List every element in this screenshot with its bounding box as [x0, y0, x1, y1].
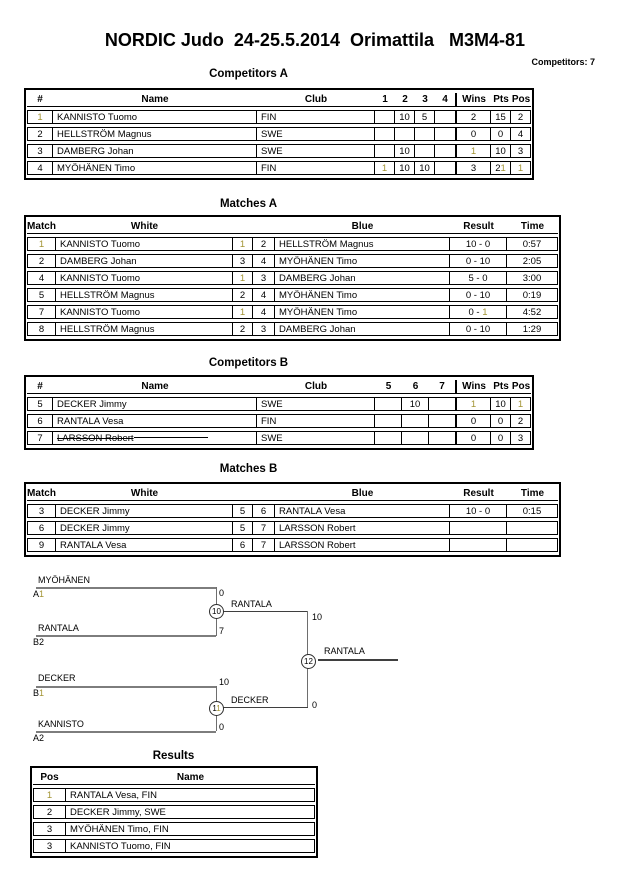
table-cell — [233, 237, 253, 251]
table-cell: 10 — [402, 397, 429, 411]
bracket-winner-name: RANTALA — [324, 646, 365, 656]
matches-a-table — [24, 215, 561, 341]
bracket-score: 10 — [219, 677, 230, 687]
table-cell: 3 — [253, 271, 275, 285]
table-cell: 2 — [27, 254, 56, 268]
table-cell: KANNISTO Tuomo, FIN — [66, 839, 315, 853]
table-cell: 2 — [511, 110, 531, 124]
text-fragment: 1 — [500, 162, 506, 174]
table-row — [27, 288, 558, 302]
bracket-competitor-name: DECKER — [38, 673, 76, 683]
table-cell: 10 — [415, 161, 435, 175]
text-fragment: 1 — [37, 111, 43, 123]
col-header-white-number — [233, 220, 253, 234]
table-cell — [429, 431, 455, 445]
col-header-white: White — [56, 220, 233, 234]
table-cell: 0 — [491, 127, 511, 141]
table-cell: DAMBERG Johan — [56, 254, 233, 268]
table-cell: SWE — [257, 397, 375, 411]
text-fragment: 1 — [46, 789, 53, 801]
table-cell: 0 - 10 — [450, 288, 507, 302]
table-cell — [435, 161, 455, 175]
table-cell: 6 — [233, 538, 253, 552]
section-heading-competitors-a: Competitors A — [209, 68, 288, 80]
bracket-seed — [33, 589, 44, 599]
text-fragment: 1 — [212, 704, 217, 713]
bracket-line — [36, 587, 216, 589]
bracket-line — [36, 686, 216, 688]
table-cell: DECKER Jimmy, SWE — [66, 805, 315, 819]
bracket-line — [36, 731, 216, 733]
header-row — [27, 220, 558, 234]
col-header-opp3: 3 — [415, 93, 435, 107]
table-row — [27, 161, 531, 175]
bracket-line — [36, 635, 216, 637]
table-row — [33, 805, 315, 819]
bracket-score: 0 — [219, 588, 225, 598]
table-cell — [375, 431, 402, 445]
table-cell: SWE — [257, 127, 375, 141]
table-cell: 15 — [491, 110, 511, 124]
table-row — [27, 397, 531, 411]
table-cell — [507, 538, 558, 552]
table-cell: 3 — [511, 431, 531, 445]
bracket-score: 0 — [312, 700, 318, 710]
text-fragment: 1 — [239, 238, 246, 250]
col-header-blue-number — [253, 487, 275, 501]
col-header-time: Time — [507, 487, 558, 501]
table-cell: 3 — [33, 839, 66, 853]
table-cell: 5 - 0 — [450, 271, 507, 285]
text-fragment: 0 - — [468, 306, 483, 318]
table-cell: 10 — [395, 144, 415, 158]
table-row — [27, 521, 558, 535]
table-cell — [402, 414, 429, 428]
table-cell — [429, 397, 455, 411]
table-cell: 6 — [27, 521, 56, 535]
table-cell — [375, 397, 402, 411]
text-fragment: 1 — [381, 162, 388, 174]
table-cell: HELLSTRÖM Magnus — [56, 288, 233, 302]
table-cell: 3 — [455, 161, 491, 175]
table-cell — [511, 161, 531, 175]
struck-name: LARSSON Robert — [57, 432, 134, 444]
table-cell: 3 — [27, 144, 53, 158]
bracket-seed: A2 — [33, 733, 45, 743]
table-cell: 7 — [253, 521, 275, 535]
bracket-competitor-name: MYÖHÄNEN — [38, 575, 91, 585]
matches-b-table — [24, 482, 561, 557]
table-cell — [27, 110, 53, 124]
table-cell — [507, 521, 558, 535]
text-fragment: 1 — [470, 145, 477, 157]
text-fragment: 1 — [38, 238, 45, 250]
section-heading-matches-b: Matches B — [219, 463, 278, 475]
bracket-seed — [33, 688, 44, 698]
col-header-time: Time — [507, 220, 558, 234]
table-cell — [375, 414, 402, 428]
table-cell: RANTALA Vesa — [275, 504, 450, 518]
table-cell: MYÖHÄNEN Timo — [275, 305, 450, 319]
results-table — [30, 766, 318, 858]
table-cell — [429, 414, 455, 428]
header-row — [27, 487, 558, 501]
col-header-match: Match — [27, 488, 56, 499]
table-cell: 3 — [27, 504, 56, 518]
col-header-white-number — [233, 487, 253, 501]
table-cell: 2 — [33, 805, 66, 819]
table-cell — [53, 431, 257, 445]
table-cell — [511, 397, 531, 411]
table-cell: 2 — [253, 237, 275, 251]
table-row — [27, 110, 531, 124]
table-row — [27, 305, 558, 319]
table-cell — [402, 431, 429, 445]
col-header-result: Result — [450, 220, 507, 234]
table-cell: 0:15 — [507, 504, 558, 518]
competitors-a-table — [24, 88, 534, 180]
bracket-line — [318, 659, 398, 661]
col-header-opp1: 1 — [375, 93, 395, 107]
col-header-white: White — [56, 487, 233, 501]
table-cell: MYÖHÄNEN Timo — [275, 254, 450, 268]
table-cell — [435, 127, 455, 141]
table-cell: 10 — [491, 144, 511, 158]
text-fragment: 1 — [517, 398, 524, 410]
col-header-club: Club — [257, 93, 375, 107]
table-cell: 0 - 10 — [450, 322, 507, 336]
table-cell: 0:19 — [507, 288, 558, 302]
section-heading-matches-a: Matches A — [219, 198, 278, 210]
table-cell: 0 — [455, 431, 491, 445]
table-cell: 4 — [253, 288, 275, 302]
table-cell: 3 — [33, 822, 66, 836]
header-row — [27, 93, 531, 107]
table-cell — [415, 144, 435, 158]
table-cell: 10 - 0 — [450, 237, 507, 251]
col-header-opp5: 5 — [375, 380, 402, 394]
table-cell: 5 — [27, 397, 53, 411]
table-cell: 7 — [253, 538, 275, 552]
col-header-opp4: 4 — [435, 93, 455, 107]
bracket-line — [216, 707, 308, 708]
table-cell: FIN — [257, 161, 375, 175]
table-cell — [450, 521, 507, 535]
table-cell: 8 — [27, 322, 56, 336]
col-header-pos: Pos — [511, 94, 531, 105]
table-cell: RANTALA Vesa, FIN — [66, 788, 315, 802]
table-cell: 0 — [455, 127, 491, 141]
table-cell: 4 — [253, 305, 275, 319]
text-fragment: B — [33, 688, 40, 698]
table-row — [33, 788, 315, 802]
bracket-seed: B2 — [33, 637, 45, 647]
table-cell: MYÖHÄNEN Timo — [275, 288, 450, 302]
col-header-number: # — [27, 93, 53, 107]
table-cell — [395, 127, 415, 141]
table-cell: 2:05 — [507, 254, 558, 268]
bracket-match-number — [209, 701, 224, 716]
competitors-b-table — [24, 375, 534, 450]
table-cell — [491, 161, 511, 175]
table-cell: KANNISTO Tuomo — [53, 110, 257, 124]
col-header-club: Club — [257, 380, 375, 394]
table-cell: SWE — [257, 144, 375, 158]
table-cell: KANNISTO Tuomo — [56, 237, 233, 251]
table-cell: KANNISTO Tuomo — [56, 271, 233, 285]
col-header-opp2: 2 — [395, 93, 415, 107]
table-cell: 2 — [455, 110, 491, 124]
col-header-name: Name — [66, 771, 315, 785]
table-cell: 10 — [491, 397, 511, 411]
col-header-opp6: 6 — [402, 380, 429, 394]
table-cell: 10 — [395, 110, 415, 124]
table-cell: 2 — [233, 322, 253, 336]
table-cell: DAMBERG Johan — [275, 322, 450, 336]
table-cell — [455, 397, 491, 411]
table-cell: MYÖHÄNEN Timo — [53, 161, 257, 175]
table-cell — [375, 144, 395, 158]
table-row — [33, 822, 315, 836]
table-cell: 7 — [27, 431, 53, 445]
table-cell: SWE — [257, 431, 375, 445]
col-header-match: Match — [27, 221, 56, 232]
table-row — [27, 254, 558, 268]
table-cell: 0 — [455, 414, 491, 428]
table-cell: DECKER Jimmy — [56, 504, 233, 518]
table-cell — [33, 788, 66, 802]
table-row — [33, 839, 315, 853]
page-title: NORDIC Judo 24-25.5.2014 Orimattila M3M4-81 — [104, 30, 526, 50]
text-fragment: 1 — [517, 162, 524, 174]
col-header-name: Name — [53, 93, 257, 107]
table-cell: 2 — [511, 414, 531, 428]
col-header-pts: Pts — [491, 380, 511, 394]
table-cell: 3:00 — [507, 271, 558, 285]
table-cell: 4 — [511, 127, 531, 141]
table-cell: 1:29 — [507, 322, 558, 336]
header-row — [33, 771, 315, 785]
table-cell: 6 — [253, 504, 275, 518]
text-fragment: 1 — [39, 688, 45, 698]
table-cell — [455, 144, 491, 158]
text-fragment: 1 — [239, 306, 246, 318]
bracket-score: 10 — [312, 612, 323, 622]
col-header-pts: Pts — [491, 93, 511, 107]
table-cell: 9 — [27, 538, 56, 552]
competitors-count: Competitors: 7 — [531, 57, 595, 67]
table-cell: 6 — [27, 414, 53, 428]
table-cell: FIN — [257, 414, 375, 428]
table-cell: 5 — [233, 521, 253, 535]
table-row — [27, 271, 558, 285]
strike-extension-line — [134, 437, 208, 438]
col-header-pos: Pos — [33, 771, 66, 785]
table-cell: 5 — [27, 288, 56, 302]
table-cell: 4 — [27, 161, 53, 175]
header-row — [27, 380, 531, 394]
table-row — [27, 237, 558, 251]
table-cell: 3 — [511, 144, 531, 158]
col-header-blue-number — [253, 220, 275, 234]
text-fragment: 1 — [216, 704, 221, 713]
table-cell: HELLSTRÖM Magnus — [53, 127, 257, 141]
table-cell: 4 — [27, 271, 56, 285]
col-header-blue: Blue — [275, 487, 450, 501]
table-row — [27, 127, 531, 141]
table-row — [27, 322, 558, 336]
table-cell: 3 — [233, 254, 253, 268]
section-heading-competitors-b: Competitors B — [208, 357, 289, 369]
col-header-wins: Wins — [455, 93, 491, 107]
table-cell: DECKER Jimmy — [56, 521, 233, 535]
col-header-opp7: 7 — [429, 380, 455, 394]
table-cell — [435, 144, 455, 158]
table-cell — [375, 110, 395, 124]
table-cell — [375, 127, 395, 141]
table-cell: LARSSON Robert — [275, 521, 450, 535]
bracket-competitor-name: RANTALA — [38, 623, 79, 633]
table-cell: HELLSTRÖM Magnus — [275, 237, 450, 251]
table-cell — [375, 161, 395, 175]
table-cell: 2 — [27, 127, 53, 141]
bracket-line — [216, 611, 308, 612]
table-cell — [450, 538, 507, 552]
text-fragment: 1 — [470, 398, 477, 410]
table-cell: DECKER Jimmy — [53, 397, 257, 411]
elimination-bracket — [0, 560, 630, 760]
table-row — [27, 414, 531, 428]
table-cell: 7 — [27, 305, 56, 319]
table-cell: LARSSON Robert — [275, 538, 450, 552]
text-fragment: 1 — [482, 306, 488, 318]
table-cell: 0 — [491, 414, 511, 428]
bracket-match-number: 10 — [209, 604, 224, 619]
table-cell: 0 — [491, 431, 511, 445]
table-cell: RANTALA Vesa — [56, 538, 233, 552]
section-heading-results: Results — [152, 750, 195, 762]
table-cell — [233, 271, 253, 285]
bracket-score: 0 — [219, 722, 225, 732]
bracket-competitor-name: KANNISTO — [38, 719, 84, 729]
table-cell: 2 — [233, 288, 253, 302]
table-cell: 10 - 0 — [450, 504, 507, 518]
table-row — [27, 144, 531, 158]
table-cell — [435, 110, 455, 124]
bracket-score: 7 — [219, 626, 225, 636]
table-row — [27, 504, 558, 518]
text-fragment: A — [33, 589, 40, 599]
table-cell: 0 - 10 — [450, 254, 507, 268]
table-cell: DAMBERG Johan — [275, 271, 450, 285]
col-header-wins: Wins — [455, 380, 491, 394]
bracket-match-number: 12 — [301, 654, 316, 669]
table-cell: DAMBERG Johan — [53, 144, 257, 158]
text-fragment: 1 — [239, 272, 246, 284]
col-header-pos: Pos — [511, 381, 531, 392]
table-cell: 10 — [395, 161, 415, 175]
table-cell: 3 — [253, 322, 275, 336]
text-fragment: 1 — [39, 589, 45, 599]
table-cell — [27, 237, 56, 251]
table-cell: 5 — [233, 504, 253, 518]
bracket-winner-name: DECKER — [231, 695, 269, 705]
table-cell — [450, 305, 507, 319]
col-header-blue: Blue — [275, 220, 450, 234]
col-header-name: Name — [53, 380, 257, 394]
table-cell: 5 — [415, 110, 435, 124]
table-cell: 4:52 — [507, 305, 558, 319]
table-cell: HELLSTRÖM Magnus — [56, 322, 233, 336]
table-cell — [233, 305, 253, 319]
table-row — [27, 538, 558, 552]
bracket-winner-name: RANTALA — [231, 599, 272, 609]
table-cell: 0:57 — [507, 237, 558, 251]
text-fragment: 2 — [495, 162, 501, 174]
table-cell: 4 — [253, 254, 275, 268]
table-cell: KANNISTO Tuomo — [56, 305, 233, 319]
table-cell — [415, 127, 435, 141]
table-cell: RANTALA Vesa — [53, 414, 257, 428]
col-header-result: Result — [450, 487, 507, 501]
col-header-number: # — [27, 380, 53, 394]
table-cell: FIN — [257, 110, 375, 124]
table-cell: MYÖHÄNEN Timo, FIN — [66, 822, 315, 836]
table-row — [27, 431, 531, 445]
